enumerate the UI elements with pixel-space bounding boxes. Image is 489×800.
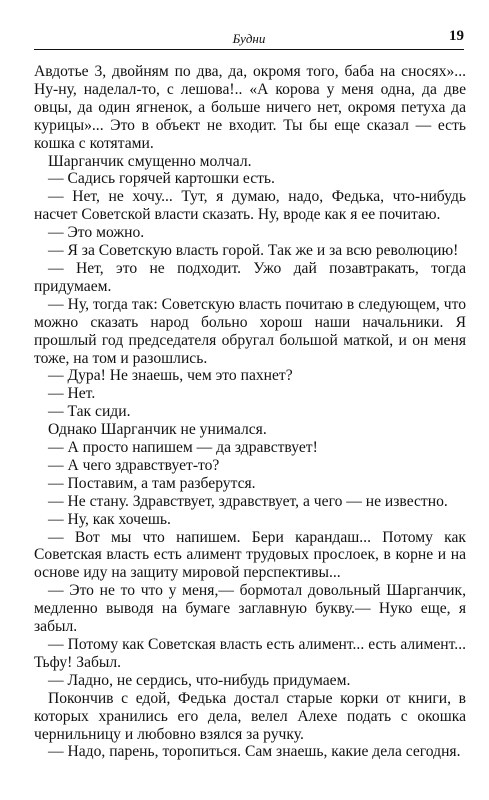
paragraph: Покончив с едой, Федька достал старые корки от книги, в которых хранились его дела, велел Алехе подать с окошка чернильницу и любовно взялся за ручку.: [34, 689, 466, 743]
paragraph: — Это можно.: [48, 224, 145, 242]
paragraph: Авдотье 3, двойням по два, да, окромя того, баба на сносях»... Ну-ну, наделал-то, с лешова!.. «А корова у меня одна, да две овцы, да один ягненок, а больше ничего нет, окромя петуха да курицы»... Это в объект не входит. Ты бы еще сказал — есть кошка с котятами.: [34, 63, 466, 152]
running-header: [34, 28, 464, 50]
page-number: 19: [449, 28, 464, 44]
paragraph: — Надо, парень, торопиться. Сам знаешь, какие дела сегодня.: [48, 743, 461, 761]
header-rule: [34, 49, 464, 50]
running-title: Будни: [232, 31, 266, 46]
paragraph: — Ну, тогда так: Советскую власть почитаю в следующем, что можно сказать народ больно хорош наши начальники. Я прошлый год председателя обругал большой маткой, и он меня тоже, на том и разошлись.: [34, 295, 466, 367]
paragraph: — Садись горячей картошки есть.: [48, 170, 275, 188]
paragraph: — Потому как Советская власть есть алимент... есть алимент... Тьфу! Забыл.: [34, 636, 466, 671]
paragraph: — Вот мы что напишем. Бери карандаш... Потому как Советская власть есть алимент трудовых прослоек, в корне и на основе иду на защиту мировой перспективы...: [34, 528, 466, 582]
paragraph: — Не стану. Здравствует, здравствует, а чего — не известно.: [48, 492, 448, 510]
paragraph: — Нет, не хочу... Тут, я думаю, надо, Федька, что-нибудь насчет Советской власти сказать. Ну, вроде как я ее почитаю.: [34, 188, 466, 224]
paragraph: — Ладно, не сердись, что-нибудь придумаем.: [48, 671, 351, 689]
paragraph: — Так сиди.: [48, 403, 131, 421]
paragraph: — Нет, это не подходит. Ужо дай позавтракать, тогда придумаем.: [34, 259, 466, 295]
paragraph: — А чего здравствует-то?: [48, 456, 220, 474]
paragraph: Однако Шарганчик не унимался.: [48, 421, 267, 439]
paragraph: — Я за Советскую власть горой. Так же и за всю революцию!: [48, 242, 459, 260]
paragraph: — А просто напишем — да здравствует!: [48, 439, 318, 457]
paragraph: Шарганчик смущенно молчал.: [48, 152, 252, 170]
paragraph: — Это не то что у меня,— бормотал довольный Шарганчик, медленно выводя на бумаге заглавную букву.— Нуко еще, я забыл.: [34, 582, 466, 636]
body-text: [34, 63, 466, 761]
paragraph: — Поставим, а там разберутся.: [48, 474, 256, 492]
paragraph: — Ну, как хочешь.: [48, 510, 171, 528]
paragraph: — Нет.: [48, 385, 96, 403]
paragraph: — Дура! Не знаешь, чем это пахнет?: [48, 367, 293, 385]
